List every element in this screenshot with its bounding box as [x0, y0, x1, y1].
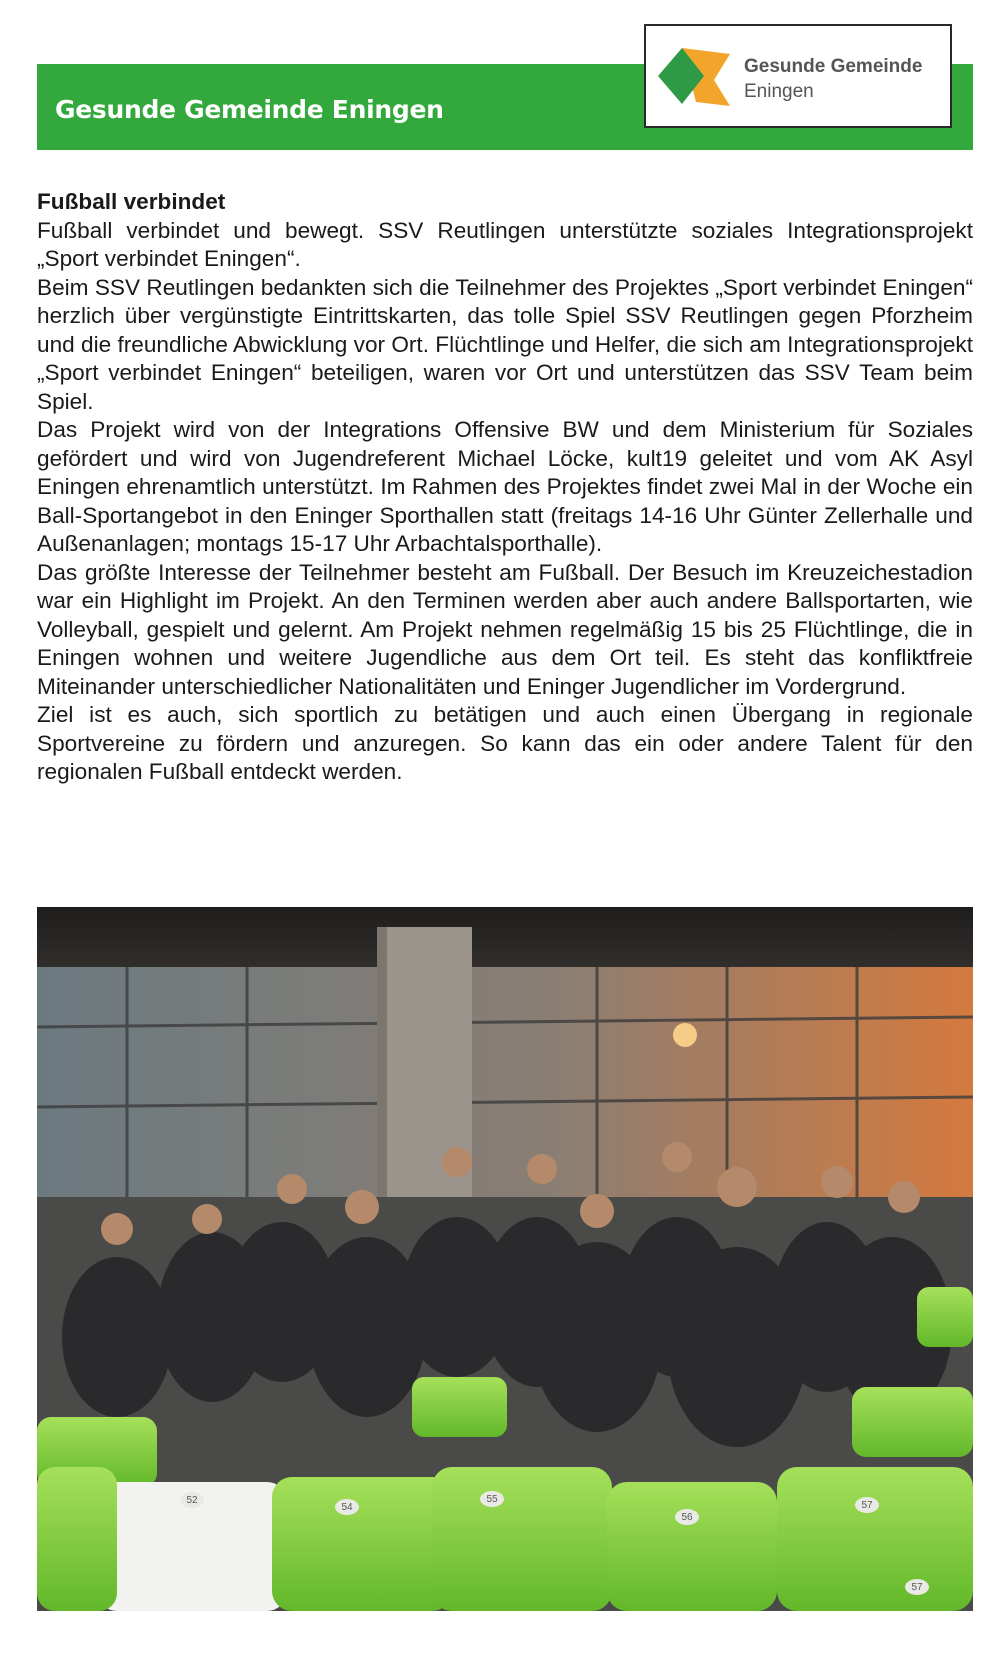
logo-text-line2: Eningen	[744, 81, 814, 102]
seat-number: 55	[486, 1494, 498, 1505]
article-paragraph: Fußball verbindet und bewegt. SSV Reutlingen unterstützte soziales Integrationsprojekt „Sport verbindet Eningen“.	[37, 217, 973, 271]
group-photo	[37, 907, 973, 1611]
article	[37, 188, 973, 787]
article-paragraph: Ziel ist es auch, sich sportlich zu betätigen und auch einen Übergang in regionale Sportvereine zu fördern und anzuregen. So kann das ein oder andere Talent für den regionalen Fußball entdeckt werden.	[37, 702, 973, 784]
stadium-photo-illustration	[37, 907, 973, 1611]
logo	[644, 24, 952, 128]
seat-number: 57	[911, 1582, 923, 1593]
article-headline: Fußball verbindet	[37, 189, 226, 214]
logo-mark-icon	[652, 40, 740, 112]
seat-number: 56	[681, 1512, 693, 1523]
article-paragraph: Das Projekt wird von der Integrations Offensive BW und dem Ministerium für Soziales gefördert und wird von Jugendreferent Michael Löcke, kult19 geleitet und vom AK Asyl Eningen ehrenamtlich unterstützt. Im Rahmen des Projektes findet zwei Mal in der Woche ein Ball-Sportangebot in den Eninger Sporthallen statt (freitags 14-16 Uhr Günter Zellerhalle und Außenanlagen; montags 15-17 Uhr Arbachtalsporthalle).	[37, 417, 973, 556]
header-title: Gesunde Gemeinde Eningen	[55, 95, 444, 124]
seat-number: 57	[861, 1500, 873, 1511]
seat-number: 54	[341, 1502, 353, 1513]
article-paragraph: Das größte Interesse der Teilnehmer besteht am Fußball. Der Besuch im Kreuzeichestadion war ein Highlight im Projekt. An den Terminen werden aber auch andere Ballsportarten, wie Volleyball, gespielt und gelernt. Am Projekt nehmen regelmäßig 15 bis 25 Flüchtlinge, die in Eningen wohnen und weitere Jugendliche aus dem Ort teil. Es steht das konfliktfreie Miteinander unterschiedlicher Nationalitäten und Eninger Jugendlicher im Vordergrund.	[37, 559, 973, 699]
logo-text-line1: Gesunde Gemeinde	[744, 56, 923, 77]
article-paragraph: Beim SSV Reutlingen bedankten sich die Teilnehmer des Projektes „Sport verbindet Eningen“ herzlich über vergünstigte Eintrittskarten, das tolle Spiel SSV Reutlingen gegen Pforzheim und die freundliche Abwicklung vor Ort. Flüchtlinge und Helfer, die sich am Integrationsprojekt „Sport verbindet Eningen“ beteiligen, waren vor Ort und unterstützen das SSV Team beim Spiel.	[37, 274, 973, 414]
seat-number: 52	[186, 1495, 198, 1506]
